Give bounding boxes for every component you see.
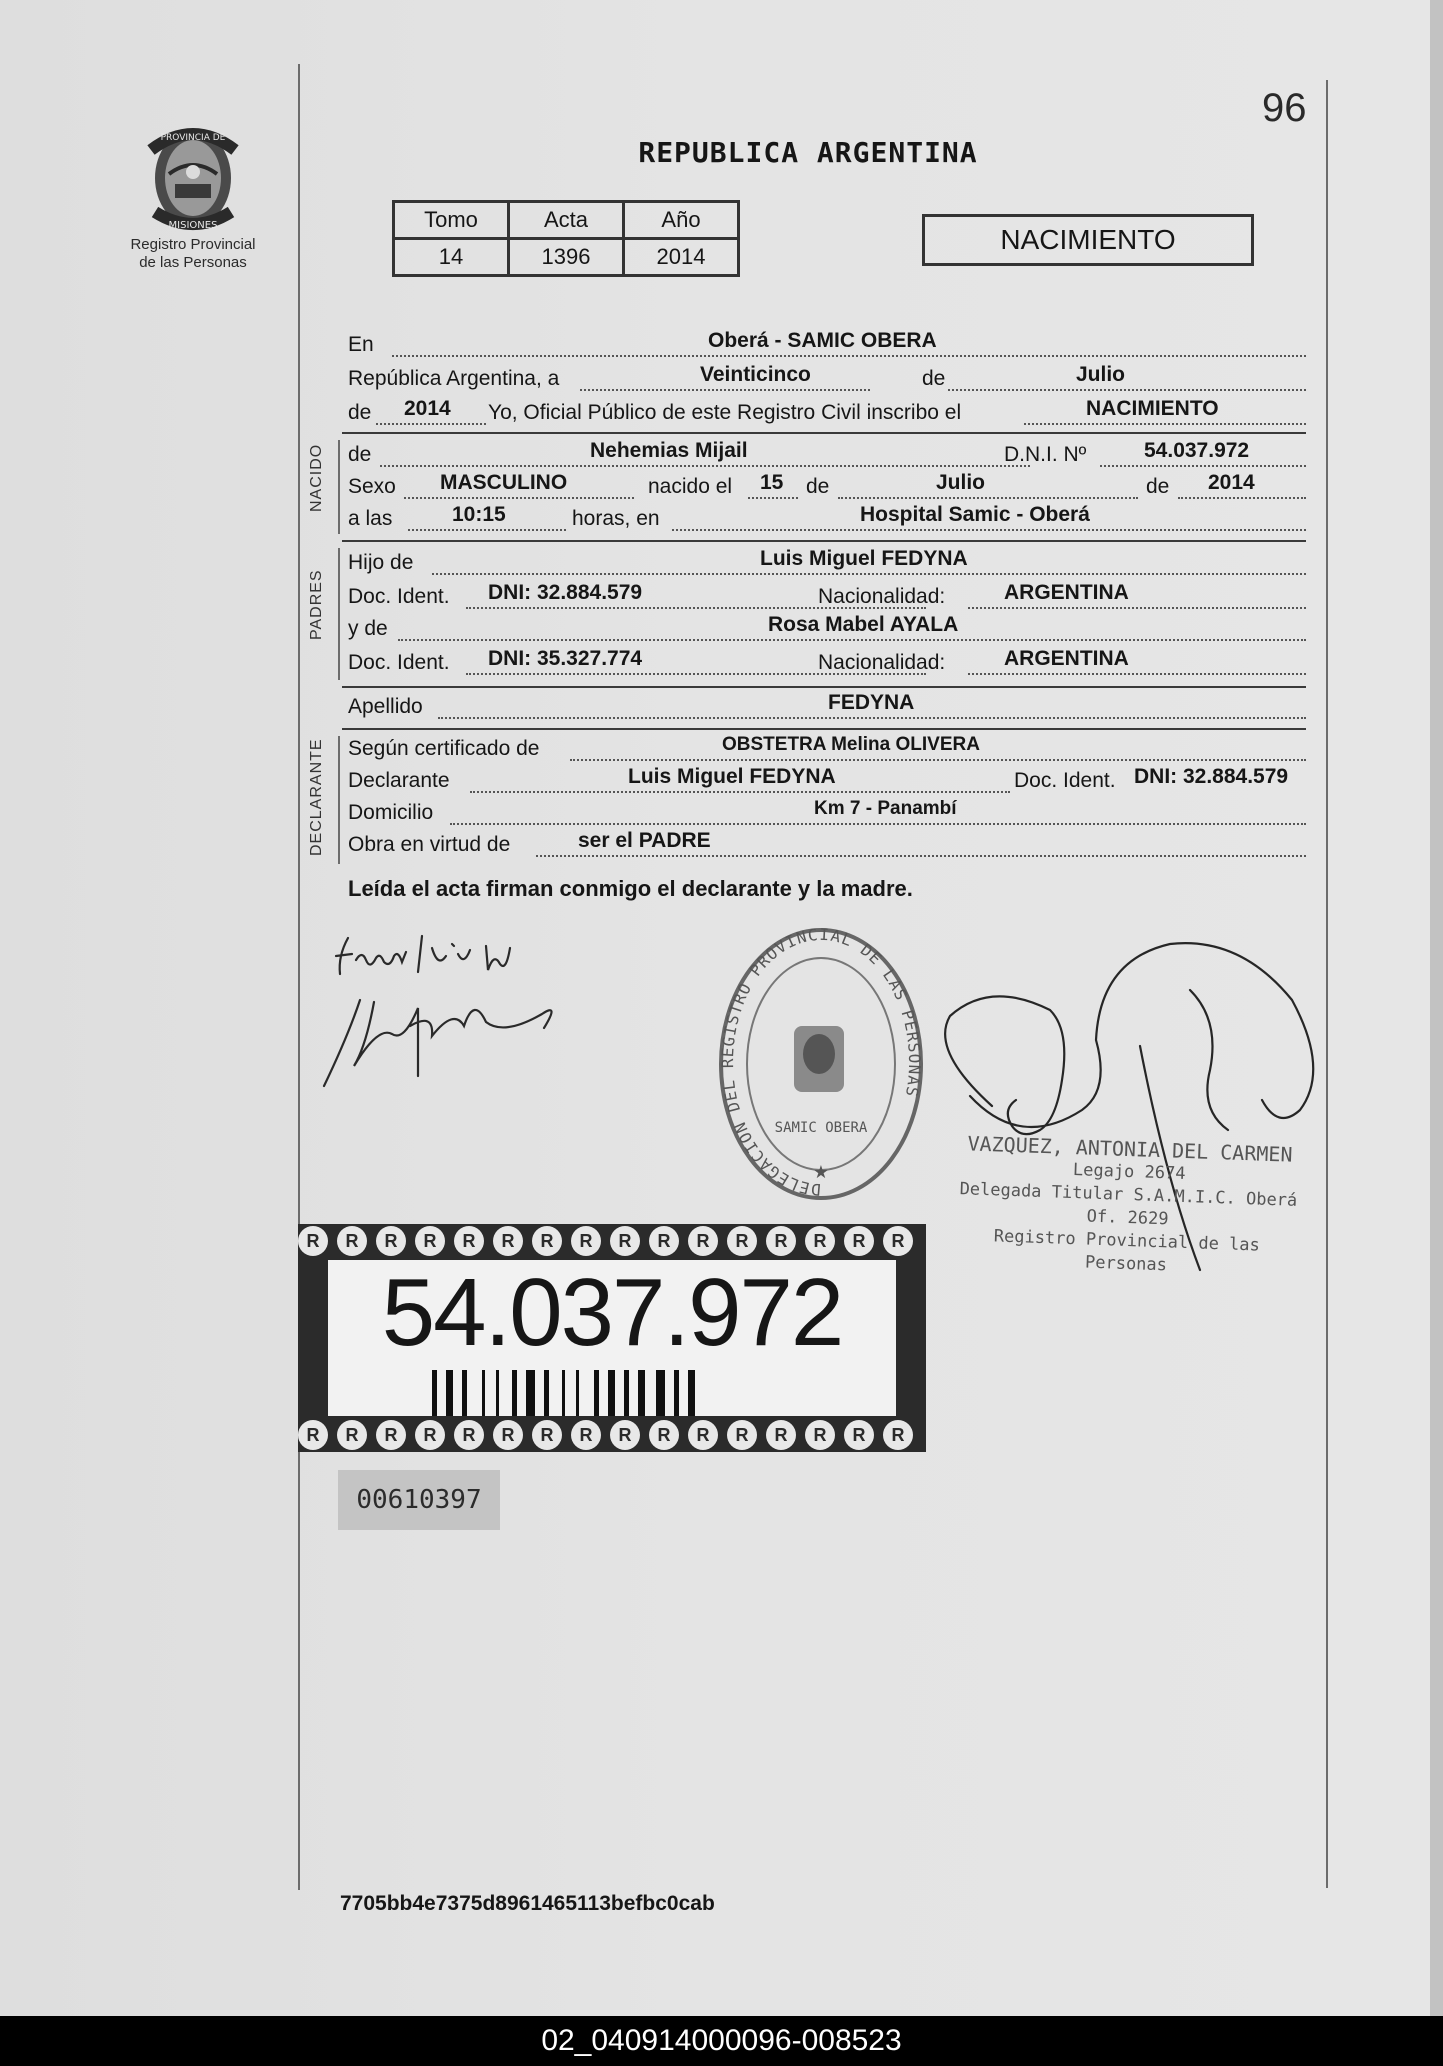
serial-number: 00610397 <box>338 1470 500 1530</box>
barcode-bar <box>432 1370 437 1416</box>
official-stamp-text <box>956 1132 1301 1282</box>
row-date: República Argentina, a Veinticinco de Julio <box>348 364 1306 394</box>
barcode-bar <box>526 1370 535 1416</box>
row-child-name: de Nehemias Mijail D.N.I. Nº 54.037.972 <box>348 440 1306 470</box>
registration-act-type: NACIMIENTO <box>1086 397 1219 420</box>
official-legajo: Legajo 2674 <box>1072 1160 1186 1184</box>
row-certificate: Según certificado de OBSTETRA Melina OLIVERA <box>348 734 1306 764</box>
svg-text:MISIONES: MISIONES <box>168 220 218 231</box>
r-mark: R <box>844 1226 874 1256</box>
r-mark: R <box>532 1420 562 1450</box>
official-org: Registro Provincial de las Personas <box>993 1226 1261 1276</box>
r-mark: R <box>883 1226 913 1256</box>
r-mark: R <box>376 1226 406 1256</box>
document-hash: 7705bb4e7375d8961465113befbc0cab <box>340 1892 715 1915</box>
r-mark: R <box>415 1226 445 1256</box>
acta-value: 1396 <box>509 239 624 276</box>
r-mark: R <box>727 1420 757 1450</box>
page-number: 96 <box>1262 86 1307 130</box>
barcode-bar <box>656 1370 665 1416</box>
row-mother-doc: Doc. Ident. DNI: 35.327.774 Nacionalidad: ARGENTINA <box>348 648 1306 678</box>
registration-year: 2014 <box>404 397 451 420</box>
left-margin-line <box>298 64 300 1890</box>
r-mark: R <box>727 1226 757 1256</box>
barcode-bar <box>496 1370 499 1416</box>
svg-text:DELEGACION DEL REGISTRO PROVIN: DELEGACION DEL REGISTRO PROVINCIAL DE LAS PERSONAS <box>718 924 925 1200</box>
registration-month: Julio <box>1076 363 1126 386</box>
r-mark: R <box>415 1420 445 1450</box>
birth-year: 2014 <box>1208 471 1255 494</box>
right-margin-line <box>1326 80 1328 1888</box>
row-sex-dob: Sexo MASCULINO nacido el 15 de Julio de 2014 <box>348 472 1306 502</box>
dni-barcode-label <box>298 1224 926 1452</box>
r-mark: R <box>454 1420 484 1450</box>
barcode-bar <box>544 1370 549 1416</box>
barcode-bar <box>576 1370 579 1416</box>
declarant-name: Luis Miguel FEDYNA <box>628 765 836 788</box>
r-mark: R <box>298 1226 328 1256</box>
child-sex: MASCULINO <box>440 471 568 494</box>
svg-text:★: ★ <box>812 1162 830 1182</box>
document-title: REPUBLICA ARGENTINA <box>638 136 978 169</box>
r-mark: R <box>532 1226 562 1256</box>
barcode-bar <box>608 1370 615 1416</box>
ano-header: Año <box>624 202 739 239</box>
r-strip-bottom <box>298 1420 926 1450</box>
row-surname: Apellido FEDYNA <box>348 692 1306 722</box>
father-name: Luis Miguel FEDYNA <box>760 547 968 570</box>
child-dni: 54.037.972 <box>1144 439 1250 462</box>
mother-name: Rosa Mabel AYALA <box>768 613 959 636</box>
r-mark: R <box>337 1226 367 1256</box>
r-mark: R <box>649 1420 679 1450</box>
r-mark: R <box>337 1420 367 1450</box>
r-mark: R <box>844 1420 874 1450</box>
section-label-declarante: DECLARANTE <box>308 738 325 856</box>
file-id-footer: 02_040914000096-008523 <box>0 2016 1443 2066</box>
father-nationality: ARGENTINA <box>1004 581 1129 604</box>
r-mark: R <box>805 1226 835 1256</box>
certificate-by: OBSTETRA Melina OLIVERA <box>722 734 980 755</box>
barcode-bar <box>446 1370 453 1416</box>
reading-statement: Leída el acta firman conmigo el declarante y la madre. <box>348 876 913 901</box>
registration-day: Veinticinco <box>700 363 811 386</box>
logo-caption-2: de las Personas <box>139 254 247 271</box>
declarant-doc: DNI: 32.884.579 <box>1134 765 1289 788</box>
r-mark: R <box>883 1420 913 1450</box>
r-mark: R <box>298 1420 328 1450</box>
r-strip-top <box>298 1226 926 1256</box>
r-mark: R <box>688 1226 718 1256</box>
barcode-bar <box>462 1370 467 1416</box>
row-father: Hijo de Luis Miguel FEDYNA <box>348 548 1306 578</box>
registration-place: Oberá - SAMIC OBERA <box>708 329 937 352</box>
r-mark: R <box>649 1226 679 1256</box>
declarant-address: Km 7 - Panambí <box>814 798 957 819</box>
row-place: En Oberá - SAMIC OBERA <box>348 330 1306 360</box>
acta-header: Acta <box>509 202 624 239</box>
barcode-bar <box>482 1370 485 1416</box>
r-mark: R <box>376 1420 406 1450</box>
barcode-bar <box>624 1370 629 1416</box>
father-doc: DNI: 32.884.579 <box>488 581 643 604</box>
barcode-bar <box>688 1370 695 1416</box>
tomo-header: Tomo <box>394 202 509 239</box>
row-capacity: Obra en virtud de ser el PADRE <box>348 830 1306 860</box>
birth-month: Julio <box>936 471 986 494</box>
coat-of-arms-icon <box>143 112 243 236</box>
r-mark: R <box>610 1420 640 1450</box>
birth-day: 15 <box>760 471 784 494</box>
r-mark: R <box>493 1420 523 1450</box>
row-mother: y de Rosa Mabel AYALA <box>348 614 1306 644</box>
svg-text:PROVINCIA DE: PROVINCIA DE <box>160 133 226 143</box>
barcode-bar <box>594 1370 599 1416</box>
declarant-capacity: ser el PADRE <box>578 829 711 852</box>
ano-value: 2014 <box>624 239 739 276</box>
row-year: de 2014 Yo, Oficial Público de este Registro Civil inscribo el NACIMIENTO <box>348 398 1306 428</box>
registry-stamp <box>716 922 926 1206</box>
record-type-box: NACIMIENTO <box>922 214 1254 266</box>
page-edge <box>1430 0 1443 2016</box>
section-label-padres: PADRES <box>308 569 325 640</box>
declarant-signature <box>314 916 574 1100</box>
r-mark: R <box>766 1420 796 1450</box>
record-table <box>392 200 740 277</box>
r-mark: R <box>454 1226 484 1256</box>
tomo-value: 14 <box>394 239 509 276</box>
child-name: Nehemias Mijail <box>590 439 748 462</box>
surname: FEDYNA <box>828 691 915 714</box>
r-mark: R <box>571 1226 601 1256</box>
row-address: Domicilio Km 7 - Panambí <box>348 798 1306 828</box>
r-mark: R <box>610 1226 640 1256</box>
r-mark: R <box>571 1420 601 1450</box>
row-father-doc: Doc. Ident. DNI: 32.884.579 Nacionalidad: ARGENTINA <box>348 582 1306 612</box>
birth-place: Hospital Samic - Oberá <box>860 503 1090 526</box>
barcode-panel <box>328 1260 896 1416</box>
r-mark: R <box>688 1420 718 1450</box>
dni-number: 54.037.972 <box>381 1259 843 1366</box>
r-mark: R <box>766 1226 796 1256</box>
official-title: Delegada Titular S.A.M.I.C. Oberá Of. 2629 <box>959 1179 1298 1230</box>
r-mark: R <box>493 1226 523 1256</box>
row-time-place: a las 10:15 horas, en Hospital Samic - Oberá <box>348 504 1306 534</box>
barcode-bar <box>674 1370 679 1416</box>
barcode-bar <box>562 1370 565 1416</box>
section-label-nacido: NACIDO <box>308 443 325 512</box>
svg-text:SAMIC OBERA: SAMIC OBERA <box>774 1120 868 1136</box>
birth-time: 10:15 <box>452 503 506 526</box>
barcode-bar <box>512 1370 517 1416</box>
mother-doc: DNI: 35.327.774 <box>488 647 643 670</box>
barcode-bars <box>432 1370 792 1416</box>
r-mark: R <box>805 1420 835 1450</box>
official-name: VAZQUEZ, ANTONIA DEL CARMEN <box>967 1131 1293 1167</box>
mother-nationality: ARGENTINA <box>1004 647 1129 670</box>
logo-caption-1: Registro Provincial <box>130 236 256 253</box>
barcode-bar <box>638 1370 645 1416</box>
row-declarant: Declarante Luis Miguel FEDYNA Doc. Ident. DNI: 32.884.579 <box>348 766 1306 796</box>
